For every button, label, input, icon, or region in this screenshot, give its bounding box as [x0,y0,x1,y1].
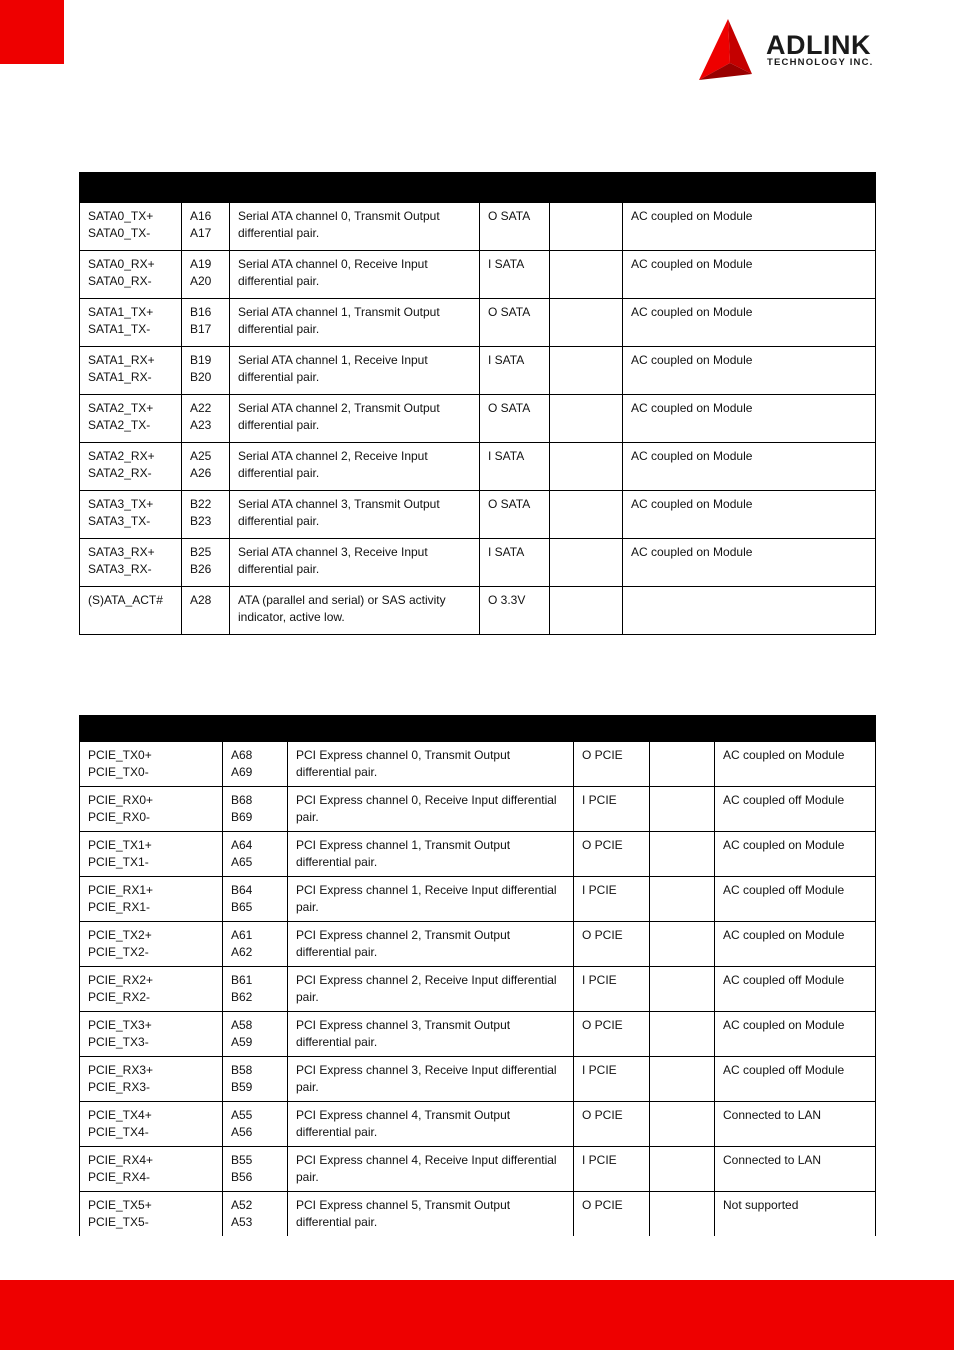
signal-name-line: PCIE_TX1+ [88,838,152,852]
signal-name-line: PCIE_TX3- [88,1034,149,1049]
signal-name-cell [80,787,223,832]
comment-cell: Not supported [715,1192,876,1237]
pin-number: A26 [190,465,212,480]
pin-cell [182,491,230,539]
signal-name-line: PCIE_RX1+ [88,883,154,897]
description-cell: PCI Express channel 1, Transmit Output differential pair. [288,832,574,877]
signal-name-cell [80,742,223,787]
table-row [80,787,876,832]
signal-name-line: (S)ATA_ACT# [88,593,163,607]
signal-name-cell [80,877,223,922]
corner-tab [0,0,64,64]
signal-name-line: SATA0_RX- [88,273,152,288]
pin-number: A16 [190,209,212,223]
pu-pd-cell [650,1102,715,1147]
table-row [80,1012,876,1057]
io-type-cell: O SATA [480,299,550,347]
signal-name-line: PCIE_RX2- [88,989,151,1004]
pu-pd-cell [550,347,623,395]
io-type-cell: O PCIE [574,742,650,787]
pin-cell [182,443,230,491]
table-row [80,1192,876,1237]
io-type-cell: I SATA [480,347,550,395]
pu-pd-cell [550,443,623,491]
signal-name-cell [80,922,223,967]
pin-cell [223,1012,288,1057]
table-row [80,1147,876,1192]
pin-number: A23 [190,417,212,432]
signal-name-line: SATA3_TX- [88,513,151,528]
table-row [80,1102,876,1147]
io-type-cell: O PCIE [574,1012,650,1057]
io-type-cell: I PCIE [574,1147,650,1192]
signal-name-line: PCIE_TX2+ [88,928,152,942]
pin-number: A69 [231,764,253,779]
description-cell: PCI Express channel 3, Transmit Output differential pair. [288,1012,574,1057]
table-row [80,922,876,967]
table-row [80,967,876,1012]
table-row [80,299,876,347]
pin-number: A19 [190,257,212,271]
header-cell [230,173,550,203]
pin-number: B62 [231,989,253,1004]
table-row [80,587,876,635]
description-cell: Serial ATA channel 1, Receive Input differential pair. [230,347,480,395]
pin-number: A17 [190,225,212,240]
header-cell [223,716,876,742]
signal-name-line: PCIE_TX0- [88,764,149,779]
io-type-cell: I SATA [480,539,550,587]
signal-name-line: SATA0_RX+ [88,257,155,271]
description-cell: Serial ATA channel 2, Transmit Output differential pair. [230,395,480,443]
comment-cell [623,587,876,635]
pin-cell [182,587,230,635]
pu-pd-cell [650,1012,715,1057]
comment-cell: AC coupled on Module [623,347,876,395]
signal-name-line: PCIE_RX0+ [88,793,154,807]
signal-name-cell [80,832,223,877]
signal-name-line: PCIE_RX4- [88,1169,151,1184]
signal-name-line: SATA3_RX- [88,561,152,576]
signal-name-line: PCIE_RX1- [88,899,151,914]
pu-pd-cell [650,877,715,922]
description-cell: PCI Express channel 4, Transmit Output differential pair. [288,1102,574,1147]
io-type-cell: I PCIE [574,877,650,922]
comment-cell: AC coupled on Module [623,491,876,539]
pu-pd-cell [650,1147,715,1192]
table-row [80,395,876,443]
pin-number: A25 [190,449,212,463]
pin-number: A68 [231,748,253,762]
signal-name-line: PCIE_TX2- [88,944,149,959]
pin-number: B68 [231,793,253,807]
pin-cell [223,1192,288,1237]
pin-number: A62 [231,944,253,959]
pu-pd-cell [650,787,715,832]
io-type-cell: O SATA [480,203,550,251]
pin-cell [223,742,288,787]
pu-pd-cell [650,967,715,1012]
signal-name-line: PCIE_TX3+ [88,1018,152,1032]
signal-name-cell [80,967,223,1012]
pin-number: B23 [190,513,212,528]
table-row [80,539,876,587]
pin-cell [223,1147,288,1192]
signal-name-line: SATA2_TX- [88,417,151,432]
signal-name-line: SATA1_RX- [88,369,152,384]
description-cell: PCI Express channel 1, Receive Input differential pair. [288,877,574,922]
pin-number: B61 [231,973,253,987]
comment-cell: Connected to LAN [715,1147,876,1192]
signal-name-line: SATA0_TX+ [88,209,154,223]
pin-number: A56 [231,1124,253,1139]
description-cell: ATA (parallel and serial) or SAS activity indicator, active low. [230,587,480,635]
pin-cell [182,347,230,395]
table-row [80,491,876,539]
signal-name-cell [80,443,182,491]
io-type-cell: O SATA [480,491,550,539]
comment-cell: AC coupled off Module [715,787,876,832]
signal-name-line: PCIE_RX3+ [88,1063,154,1077]
comment-cell: AC coupled on Module [623,251,876,299]
pu-pd-cell [550,539,623,587]
description-cell: Serial ATA channel 1, Transmit Output differential pair. [230,299,480,347]
signal-name-cell [80,1147,223,1192]
pin-number: A59 [231,1034,253,1049]
pu-pd-cell [550,251,623,299]
description-cell: PCI Express channel 3, Receive Input differential pair. [288,1057,574,1102]
signal-name-line: PCIE_TX1- [88,854,149,869]
signal-name-line: PCIE_RX2+ [88,973,154,987]
pin-number: A53 [231,1214,253,1229]
pu-pd-cell [650,1192,715,1237]
table-header-row [80,173,876,203]
pu-pd-cell [650,922,715,967]
pu-pd-cell [650,832,715,877]
logo-wordmark: ADLINK [766,30,871,60]
description-cell: PCI Express channel 0, Receive Input differential pair. [288,787,574,832]
signal-name-cell [80,1102,223,1147]
comment-cell: AC coupled on Module [715,1012,876,1057]
signal-name-cell [80,587,182,635]
signal-name-cell [80,491,182,539]
pin-number: B65 [231,899,253,914]
signal-name-line: PCIE_RX3- [88,1079,151,1094]
description-cell: Serial ATA channel 2, Receive Input differential pair. [230,443,480,491]
pin-cell [223,1102,288,1147]
io-type-cell: I PCIE [574,787,650,832]
description-cell: PCI Express channel 2, Receive Input differential pair. [288,967,574,1012]
pin-number: A55 [231,1108,253,1122]
description-cell: Serial ATA channel 3, Transmit Output differential pair. [230,491,480,539]
io-type-cell: O PCIE [574,922,650,967]
table-row [80,742,876,787]
pu-pd-cell [650,742,715,787]
pu-pd-cell [550,395,623,443]
pin-cell [223,1057,288,1102]
signal-name-line: SATA2_RX+ [88,449,155,463]
table-row [80,1057,876,1102]
pin-number: A61 [231,928,253,942]
signal-name-line: PCIE_TX0+ [88,748,152,762]
pin-number: B16 [190,305,212,319]
description-cell: Serial ATA channel 3, Receive Input differential pair. [230,539,480,587]
logo-tagline: TECHNOLOGY INC. [767,57,874,68]
adlink-logo [692,16,912,86]
comment-cell: AC coupled on Module [623,539,876,587]
pin-number: A58 [231,1018,253,1032]
pin-number: A28 [190,593,212,607]
table-row [80,203,876,251]
pin-cell [182,539,230,587]
table-row [80,832,876,877]
table-row [80,877,876,922]
signal-name-line: SATA3_TX+ [88,497,154,511]
comment-cell: AC coupled on Module [715,922,876,967]
io-type-cell: O PCIE [574,1102,650,1147]
pin-number: A22 [190,401,212,415]
signal-name-cell [80,299,182,347]
signal-name-cell [80,539,182,587]
signal-name-line: PCIE_RX4+ [88,1153,154,1167]
comment-cell: AC coupled on Module [715,742,876,787]
pin-number: B64 [231,883,253,897]
pin-number: B22 [190,497,212,511]
comment-cell: AC coupled off Module [715,877,876,922]
comment-cell: AC coupled on Module [715,832,876,877]
pin-number: B20 [190,369,212,384]
comment-cell: AC coupled on Module [623,299,876,347]
comment-cell: AC coupled off Module [715,1057,876,1102]
signal-name-cell [80,347,182,395]
pin-number: B17 [190,321,212,336]
pin-number: A64 [231,838,253,852]
signal-name-line: SATA2_TX+ [88,401,154,415]
pin-number: A20 [190,273,212,288]
pin-cell [223,877,288,922]
description-cell: PCI Express channel 2, Transmit Output differential pair. [288,922,574,967]
comment-cell: Connected to LAN [715,1102,876,1147]
pu-pd-cell [650,1057,715,1102]
header-cell [182,173,230,203]
pcie-signal-table [79,715,876,1236]
signal-name-line: PCIE_TX4- [88,1124,149,1139]
pin-number: A52 [231,1198,253,1212]
pin-number: B69 [231,809,253,824]
io-type-cell: I SATA [480,443,550,491]
io-type-cell: O SATA [480,395,550,443]
signal-name-cell [80,1057,223,1102]
table-row [80,443,876,491]
signal-name-cell [80,203,182,251]
pu-pd-cell [550,203,623,251]
pin-cell [182,395,230,443]
pin-cell [223,922,288,967]
io-type-cell: I PCIE [574,1057,650,1102]
table-row [80,251,876,299]
pin-cell [182,251,230,299]
signal-name-line: PCIE_TX5- [88,1214,149,1229]
signal-name-line: SATA1_TX+ [88,305,154,319]
signal-name-line: PCIE_TX4+ [88,1108,152,1122]
signal-name-line: SATA3_RX+ [88,545,155,559]
logo-triangle-icon [692,16,764,86]
signal-name-cell [80,395,182,443]
io-type-cell: O PCIE [574,1192,650,1237]
io-type-cell: O PCIE [574,832,650,877]
pu-pd-cell [550,587,623,635]
pin-cell [223,832,288,877]
pu-pd-cell [550,299,623,347]
signal-name-line: SATA1_TX- [88,321,151,336]
signal-name-line: SATA0_TX- [88,225,151,240]
signal-name-cell [80,1012,223,1057]
signal-name-line: SATA1_RX+ [88,353,155,367]
signal-name-line: PCIE_TX5+ [88,1198,152,1212]
header-cell [80,716,223,742]
io-type-cell: I SATA [480,251,550,299]
pin-number: B25 [190,545,212,559]
signal-name-cell [80,1192,223,1237]
header-cell [80,173,182,203]
pin-cell [182,299,230,347]
pin-number: B59 [231,1079,253,1094]
description-cell: PCI Express channel 0, Transmit Output differential pair. [288,742,574,787]
signal-name-line: PCIE_RX0- [88,809,151,824]
io-type-cell: O 3.3V [480,587,550,635]
comment-cell: AC coupled on Module [623,203,876,251]
header-cell [550,173,876,203]
description-cell: PCI Express channel 4, Receive Input differential pair. [288,1147,574,1192]
table-header-row [80,716,876,742]
table-row [80,347,876,395]
comment-cell: AC coupled on Module [623,443,876,491]
pin-cell [223,967,288,1012]
pin-number: B19 [190,353,212,367]
description-cell: PCI Express channel 5, Transmit Output differential pair. [288,1192,574,1237]
signal-name-line: SATA2_RX- [88,465,152,480]
sata-signal-table [79,172,876,635]
signal-name-cell [80,251,182,299]
pin-number: B56 [231,1169,253,1184]
pin-number: A65 [231,854,253,869]
footer-bar [0,1280,954,1350]
pin-number: B55 [231,1153,253,1167]
pin-cell [182,203,230,251]
comment-cell: AC coupled on Module [623,395,876,443]
comment-cell: AC coupled off Module [715,967,876,1012]
pin-cell [223,787,288,832]
description-cell: Serial ATA channel 0, Transmit Output differential pair. [230,203,480,251]
pu-pd-cell [550,491,623,539]
pin-number: B58 [231,1063,253,1077]
pin-number: B26 [190,561,212,576]
io-type-cell: I PCIE [574,967,650,1012]
description-cell: Serial ATA channel 0, Receive Input differential pair. [230,251,480,299]
